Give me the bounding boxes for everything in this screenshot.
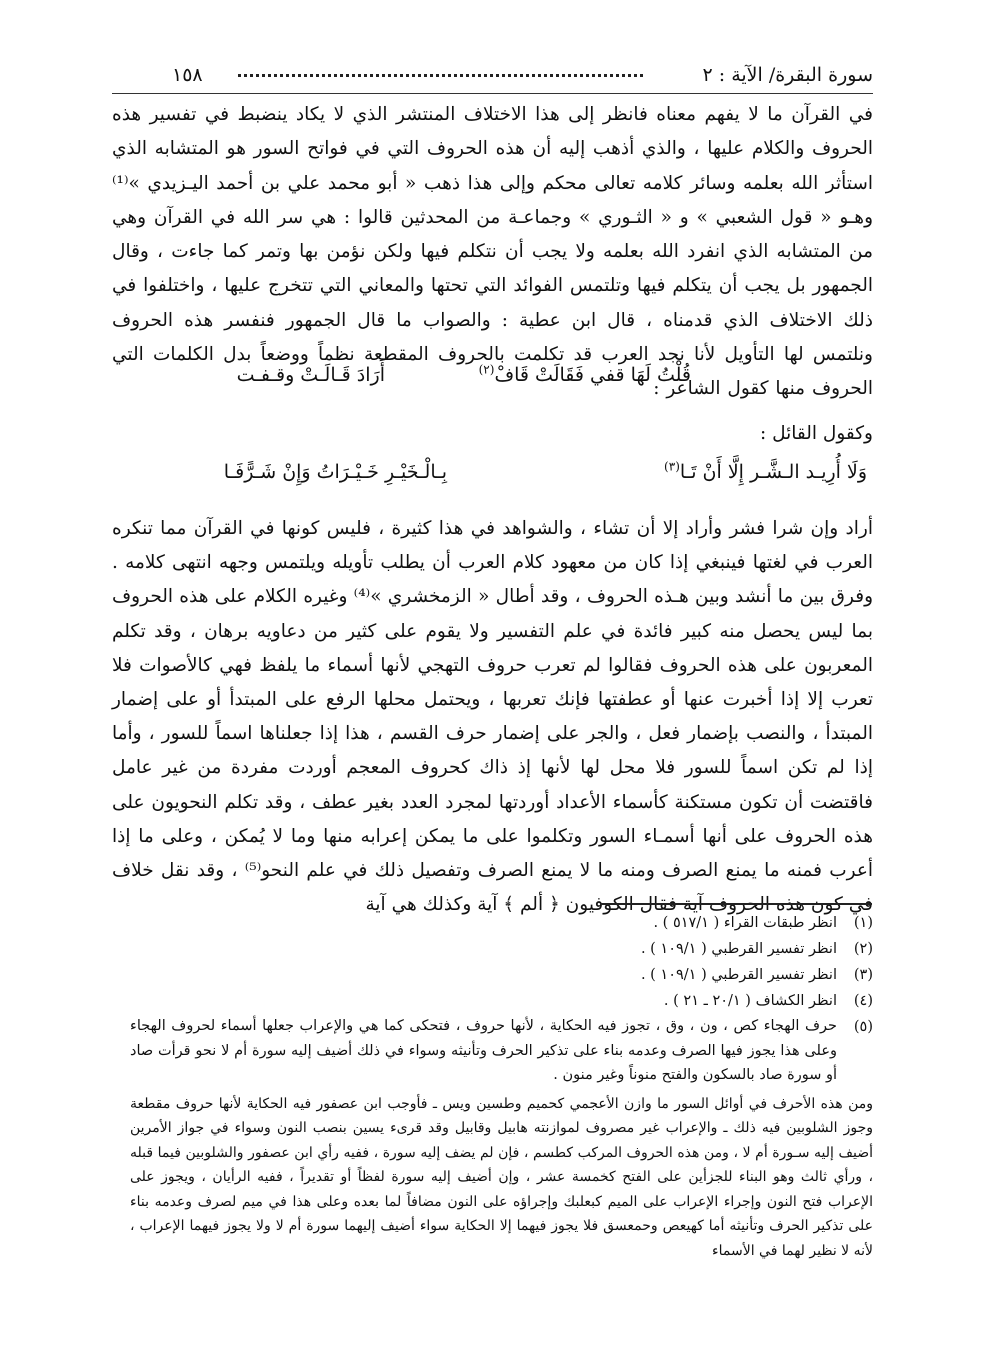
main-paragraph-1	[112, 98, 873, 407]
verse1-right-text: قُلْتُ لَهَا قفي فَقَالَتْ قَافْ	[494, 364, 691, 386]
footnote-number: (٣)	[853, 967, 873, 983]
footnote-number: (٢)	[853, 941, 873, 957]
footnote-text: انظر طبقات القراء ( ٥١٧/١ ) .	[653, 915, 837, 931]
surah-label: سورة البقرة/ الآية : ٢	[702, 64, 873, 86]
page-header	[172, 62, 873, 92]
verse2-right-hemistich	[224, 461, 447, 483]
footnote-text: حرف الهجاء كص ، ون ، وق ، تجوز فيه الحكاية ، لأنها حروف ، فتحكى كما هي والإعراب جعلها أسماء لحروف الهجاء وعلى هذا يجوز فيها الصرف وعدمه بناء على تذكير الحرف وتأنيثه وسواء في ذلك أضيف إليه سورة أم لا نحو قرأت صاد أو سورة صاد بالسكون والفتح منوناً وغير منون .	[130, 1018, 837, 1083]
footnote-2	[130, 936, 873, 962]
footnotes	[130, 910, 873, 1263]
verse1-left-text: أَرَادَ قَـالَـتْ وقـفـت	[236, 364, 385, 386]
footnote-text: انظر تفسير القرطبي ( ١٠٩/١ ) .	[640, 967, 837, 983]
paragraph-text: أراد وإن شرا فشر وأراد إلا أن تشاء ، والشواهد في هذا كثيرة ، فليس كونها في القرآن مما تنكره العرب في لغتها فينبغي إذا كان من معهود كلام العرب أن يطلب تأويله ويلتمس وجهه انتهى كلامه . وفرق بين ما أنشد وبين هـذه الحروف ، وقد أطال « الزمخشري »⁽⁴⁾ وغيره الكلام على هذه الحروف بما ليس يحصل منه كبير فائدة في علم التفسير ولا يقوم على كثير من دعاويه برهان ، وقد تكلم المعربون على هذه الحروف فقالوا لم تعرب حروف التهجي لأنها أسماء ما يلفظ فهي كالأصوات فلا تعرب إلا إذا أخبرت عنها أو عطفتها فإنك تعربها ، ويحتمل محلها الرفع على المبتدأ أو على إضمار المبتدأ ، والنصب بإضمار فعل ، والجر على إضمار حرف القسم ، هذا إذا جعلناها اسماً للسور ، وأما إذا لم تكن اسماً للسور فلا محل لها لأنها إذ ذاك كحروف المعجم أوردت مفردة من غير عامل فاقتضت أن تكون مستكنة كأسماء الأعداد أوردتها لمجرد العدد بغير عطف ، وقد تكلم النحويون على هذه الحروف على أنها أسمـاء السور وتكلموا على ما يمكن إعرابه منها وما لا يُمكن ، وعلى ما إذا أعرب فمنه ما يمنع الصرف ومنه ما لا يمنع الصرف وتفصيل ذلك في علم النحو⁽⁵⁾ ، وقد نقل خلاف في كون هذه الحروف آية فقال الكوفيون ﴿ ألم ﴾ آية وكذلك هي آية	[112, 518, 874, 916]
verse2-left-hemistich	[664, 461, 867, 483]
verse1-footnote-mark: (٢)	[478, 362, 495, 377]
verse1-left-hemistich	[237, 364, 385, 386]
page-number: ١٥٨	[172, 64, 203, 86]
verse2-footnote-mark: (٣)	[664, 459, 680, 474]
footnote-3	[130, 962, 873, 988]
paragraph-text: في القرآن ما لا يفهم معناه فانظر إلى هذا الاختلاف المنتشر الذي لا يكاد ينضبط في تفسير هذه الحروف والكلام عليها ، والذي أذهب إليه أن هذه الحروف التي في فواتح السور هو المتشابه الذي استأثر الله بعلمه وسائر كلامه تعالى محكم وإلى هذا ذهب « أبو محمد علي بن أحمد اليـزيدي »⁽¹⁾ وهـو « قول الشعبي » و « الثـوري » وجماعـة من المحدثين قالوا : هي سر الله في القرآن وهي من المتشابه الذي انفرد الله بعلمه ولا يجب أن نتكلم فيها ولكن نؤمن بها وتمر كما جاءت ، وقال الجمهور بل يجب أن يتكلم فيها وتلتمس الفوائد التي تحتها والمعاني التي تتخرج عليها ، واختلفوا في ذلك الاختلاف الذي قدمناه ، قال ابن عطية : والصواب ما قال الجمهور فنفسر هذه الحروف ونلتمس لها التأويل لأنا نجد العرب قد تكلمت بالحروف المقطعة نظماً ووضعاً بدل الكلمات التي الحروف منها كقول الشاعر :	[112, 104, 873, 400]
footnote-separator	[600, 903, 872, 905]
footnote-1	[130, 910, 873, 936]
quote-intro: وكقول القائل :	[759, 423, 873, 444]
main-paragraph-2	[112, 512, 873, 922]
verse2-right-text: بِـالْـخَيْـرِ خَـيْـرَاتُ وَإِنْ شَـرًّفَـا	[223, 461, 447, 483]
footnote-text: انظر الكشاف ( ٢٠/١ ـ ٢١ ) .	[663, 993, 837, 1009]
verse2-left-text: وَلَا أُرِيـد الـشَّـر إِلَّا أَنْ تَـا	[679, 461, 867, 483]
footnote-4	[130, 988, 873, 1014]
footnote-text: انظر تفسير القرطبي ( ١٠٩/١ ) .	[640, 941, 837, 957]
footnote-number: (١)	[853, 915, 873, 931]
footnote-5	[130, 1014, 873, 1088]
footnote-number: (٥)	[853, 1019, 873, 1035]
verse1-right-hemistich	[479, 364, 691, 386]
header-rule	[112, 93, 873, 94]
footnote-5-continuation: ومن هذه الأحرف في أوائل السور ما وازن الأعجمي كحميم وطسين ويس ـ فأوجب ابن عصفور فيه الحكاية لأنها حروف مقطعة وجوز الشلوبين فيه ذلك ـ والإعراب غير مصروف لموازنته هابيل وقابيل وقد قرىء يسين بنصب النون وسواء في جواز الأمرين أضيف إليه سـورة أم لا ، ومن هذه الحروف المركب كطسم ، فإن لم يضف إليه سورة ، ففيه رأي ابن عصفور والشلوبين فيما قبله ، ورأي ثالث وهو البناء للجزأين على الفتح كخمسة عشر ، وإن أضيف إليه سورة لفظاً أو تقديراً ، ففيه الرأيان ، ويجوز على الإعراب فتح النون وإجراء الإعراب على الميم كبعلبك وإجراؤه على النون مضافاً لما بعده وعلى هذا في ميم لصرف وعدمه بناء على تذكير الحرف وتأنيثه أما كهيعص وحمعسق فلا يجوز فيهما إلا الحكاية سواء أضيف إليهما سورة أم لا ولا يجوز فيهما الإعراب ، لأنه لا نظير لهما في الأسماء	[130, 1095, 874, 1259]
footnote-number: (٤)	[853, 993, 873, 1009]
header-dotted-leader	[238, 74, 643, 77]
